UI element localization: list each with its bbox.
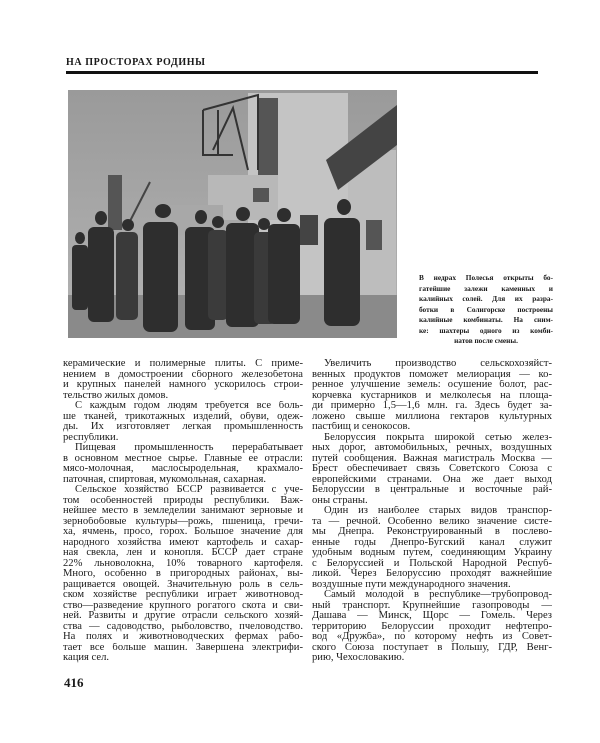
text-line: том особенностей природы республики. Важ- [63,495,303,506]
text-line: ского Союза поступает в Польшу, ГДР, Венг- [312,642,552,653]
caption-line: натов после смены. [454,337,518,345]
text-line: ращивается овощей. Значительную роль в сель- [63,579,303,590]
text-line: путей сообщения. Важная магистраль Москва — [312,453,552,464]
text-line: корчевка кустарников и мелколесья на площа- [312,390,552,401]
paragraph [312,433,552,507]
text-line: Дашава — Минск, Щорс — Гомель. Через [312,611,552,621]
text-line: ный транспорт. Крупнейшие газопроводы — [312,600,552,611]
text-line: Увеличить производство сельскохозяйст- [324,359,552,369]
text-line: Один из наиболее старых видов транспор- [324,506,552,516]
paragraph [63,485,303,664]
text-line: енные годы Днепро-Бугский канал служит [312,537,552,548]
text-line: рию, Чехословакию. [312,653,405,663]
text-column-left [63,359,303,664]
text-line: республики. [63,432,119,443]
text-line: тает все больше машин. Завершена электрифи- [63,642,303,653]
text-line: та — речной. Особенно велико значение систе- [312,516,552,527]
text-line: ском хозяйстве республики играет животновод- [63,590,303,600]
text-line: ства — садоводство, рыболовство, пчеловодство. [63,621,303,632]
text-line: Белоруссии в центральные и восточные рай- [312,485,552,495]
text-line: европейскими странами. Она же дает выход [312,474,552,485]
text-line: вод «Дружба», по которому нефть из Совет- [312,632,552,642]
text-line: На полях и животноводческих фермах рабо- [63,632,303,642]
text-column-right [312,359,552,664]
text-line: Много, особенно в пригородных районах, вы- [63,569,303,579]
paragraph [312,359,552,433]
paragraph [63,359,303,401]
text-line: керамические и полимерные плиты. С приме- [63,359,303,369]
text-line: оны страны. [312,495,368,506]
paragraph [63,401,303,443]
text-line: мы Днепра. Реконструированный в послево- [312,527,552,537]
text-line: воздушные пути международного значения. [312,579,511,590]
text-line: нением в домостроении сборного железобетона [63,369,303,380]
text-line: ных дорог, автомобильных, речных, воздушных [312,443,552,453]
text-line: нейшее место в земледелии занимают зерновые и [63,506,303,516]
text-line: в основном местное сырье. Главные ее отрасли: [63,453,303,464]
text-line: ды. Их изготовляет легкая промышленность [63,422,303,432]
paragraph [312,590,552,664]
text-line: 22% льноволокна, 10% товарного картофеля. [63,558,303,569]
text-line: Пищевая промышленность перерабатывает [75,443,303,453]
text-line: удобным водным путем, соединяющим Украину [312,548,552,558]
text-line: ди примерно 1,5—1,6 млн. га. Здесь будет за- [312,401,552,411]
text-line: Сельское хозяйство БССР развивается с уче- [75,485,303,495]
text-line: тельство жилых домов. [63,390,169,401]
text-line: народного хозяйства имеют картофель и сахар- [63,537,303,548]
caption-line: гатейшие залежи каменных и [419,284,553,293]
text-line: ше тканей, трикотажных изделий, обуви, одеж- [63,411,303,422]
text-line: ха, ячмень, просо, горох. Большое значение для [63,527,303,537]
text-line: кация сел. [63,653,110,663]
text-line: паточная, спиртовая, мукомольная, сахарная. [63,474,267,485]
text-line: пастбищ и сенокосов. [312,422,411,432]
text-line: ложено свыше миллиона гектаров культурных [312,411,552,422]
text-line: ней. Развиты и другие отрасли сельского хозяй- [63,611,303,621]
text-line: зернобобовые культуры—рожь, пшеница, гречи- [63,516,303,527]
paragraph [63,443,303,485]
text-line: ная свекла, лен и конопля. БССР дает стране [63,548,303,558]
text-line: территорию Белоруссии проходит нефтепро- [312,621,552,632]
text-line: Брест обеспечивает связь Советского Союза с [312,464,552,474]
text-line: ликой. Через Белоруссию проходят важнейшие [312,569,552,579]
text-line: ренное улучшение земель: осушение болот, рас- [312,380,552,390]
header-rule [66,71,538,74]
text-line: и крупных панелей намного ускорилось строи- [63,380,303,390]
text-line: ство—разведение крупного рогатого скота и сви- [63,600,303,611]
text-line: Самый молодой в республике—трубопровод- [324,590,552,600]
text-line: Белоруссия покрыта широкой сетью желез- [324,432,552,443]
caption-line: калийные комбинаты. На сним- [419,316,553,324]
text-line: с Белоруссией и Польской Народной Респуб- [312,558,552,569]
running-head: НА ПРОСТОРАХ РОДИНЫ [66,57,206,68]
caption-line: В недрах Полесья открыты бо- [419,274,553,282]
text-line: мясо-молочная, маслосыродельная, крахмало- [63,464,303,474]
text-line: С каждым годом людям требуется все боль- [75,401,303,411]
miners-walking-photo [68,90,397,338]
page-number: 416 [64,675,84,690]
photo-caption [419,274,553,348]
paragraph [312,506,552,590]
caption-line: ботки в Солигорске построены [419,305,553,314]
caption-line: ке: шахтеры одного из комби- [419,326,553,335]
caption-line: калийных солей. Для их разра- [419,295,553,303]
text-line: венных продуктов поможет мелиорация — ко- [312,369,552,380]
